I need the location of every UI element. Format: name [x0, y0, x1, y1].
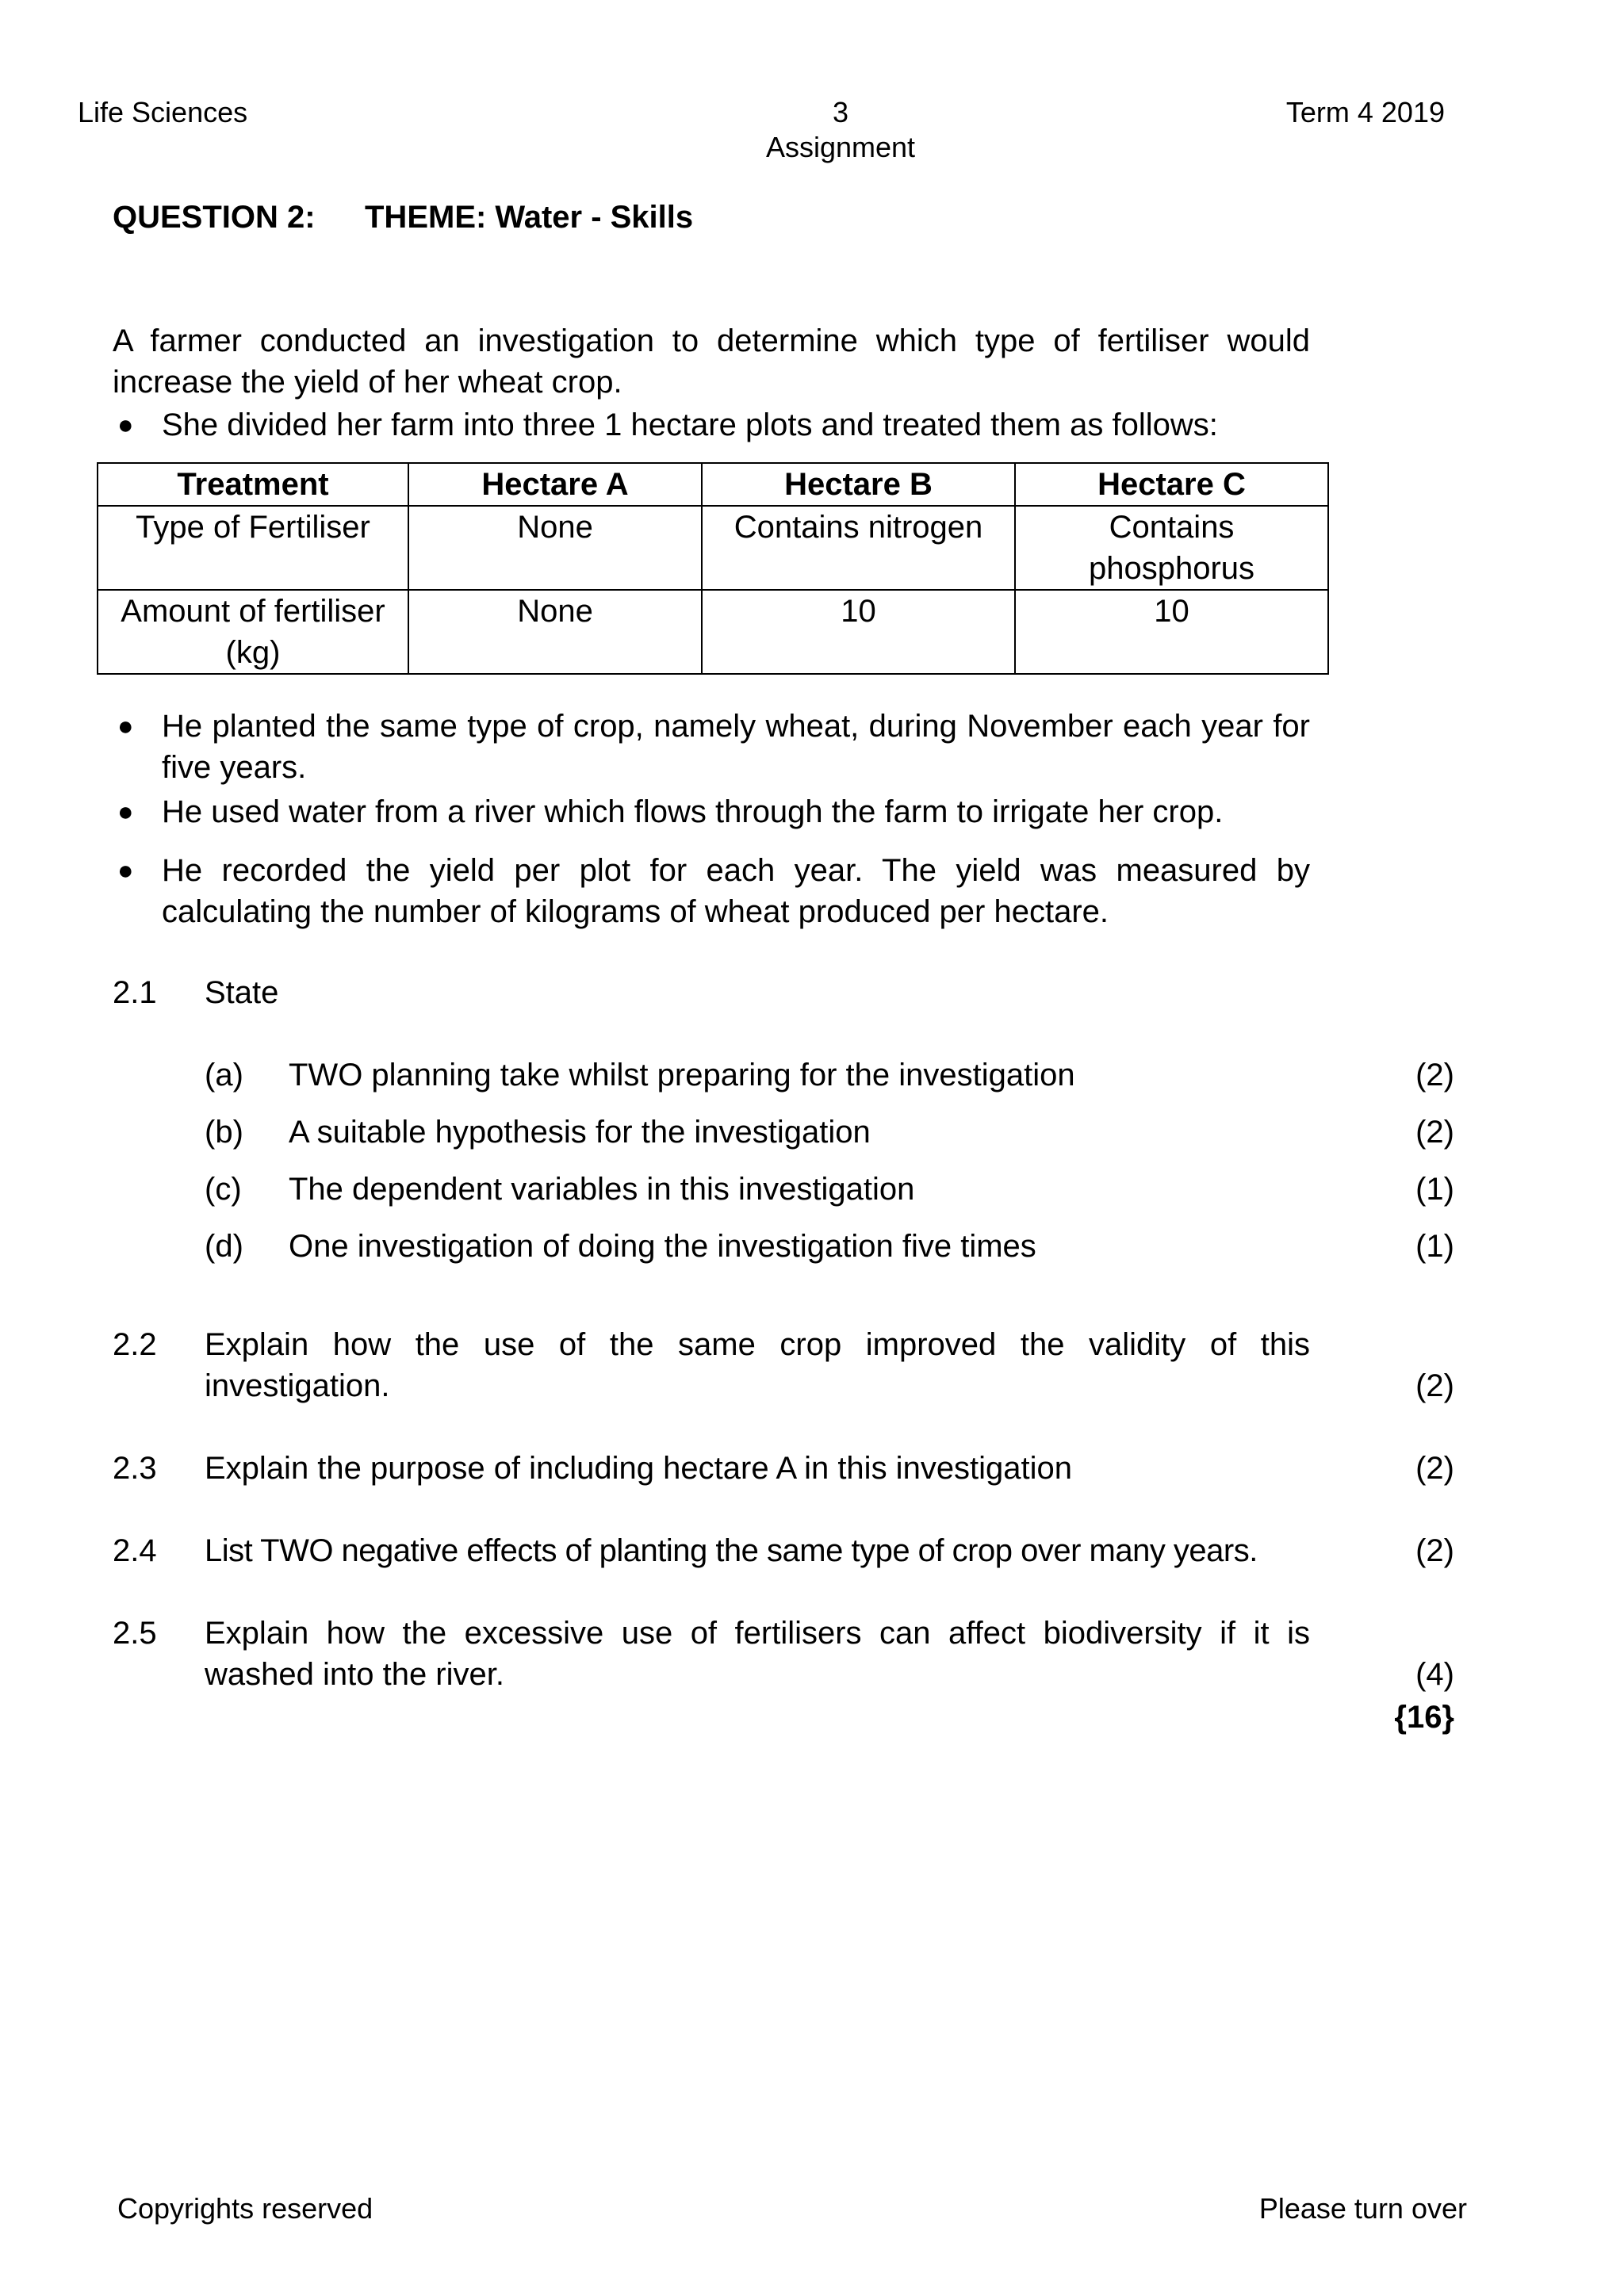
- table-cell: None: [408, 590, 702, 674]
- intro-bullet: She divided her farm into three 1 hectare plots and treated them as follows:: [162, 408, 1218, 442]
- part-label: (d): [205, 1229, 243, 1264]
- marks: (4): [1415, 1657, 1454, 1692]
- question-text: Explain how the excessive use of fertilisers can affect biodiversity if it is washed into the river.: [205, 1616, 1310, 1692]
- table-cell: Type of Fertiliser: [98, 506, 408, 590]
- question-number: 2.5: [113, 1616, 157, 1651]
- table-cell: 10: [1015, 590, 1328, 674]
- part-text: A suitable hypothesis for the investigation: [289, 1115, 871, 1150]
- header-subject: Life Sciences: [78, 96, 248, 128]
- bullet-dot: ●: [117, 410, 134, 440]
- question-text: Explain the purpose of including hectare A in this investigation: [205, 1451, 1073, 1486]
- intro-paragraph: A farmer conducted an investigation to determine which type of fertiliser would increase the yield of her wheat crop.: [113, 323, 1310, 400]
- bullet-dot: ●: [117, 711, 134, 741]
- table-cell: Contains nitrogen: [702, 506, 1015, 590]
- table-row: [98, 506, 1328, 590]
- table-cell: Amount of fertiliser (kg): [98, 590, 408, 674]
- part-text: The dependent variables in this investigation: [289, 1172, 915, 1207]
- part-label: (c): [205, 1172, 242, 1207]
- marks: (2): [1415, 1058, 1454, 1093]
- marks: (1): [1415, 1229, 1454, 1264]
- total-marks: {16}: [1394, 1700, 1454, 1735]
- question-text: State: [205, 975, 279, 1010]
- table-cell: 10: [702, 590, 1015, 674]
- header-term: Term 4 2019: [1285, 96, 1445, 128]
- part-label: (b): [205, 1115, 243, 1150]
- treatment-table: [97, 462, 1329, 675]
- marks: (2): [1415, 1451, 1454, 1486]
- table-header-row: [98, 463, 1328, 506]
- table-cell: Contains phosphorus: [1015, 506, 1328, 590]
- question-number: 2.4: [113, 1533, 157, 1568]
- table-header-cell: Hectare B: [702, 463, 1015, 506]
- document-type: Assignment: [765, 131, 916, 163]
- list-item: He used water from a river which flows through the farm to irrigate her crop.: [162, 794, 1224, 829]
- part-text: One investigation of doing the investigation five times: [289, 1229, 1036, 1264]
- question-number: 2.3: [113, 1451, 157, 1486]
- table-header-cell: Treatment: [98, 463, 408, 506]
- bullet-dot: ●: [117, 855, 134, 886]
- question-theme: THEME: Water - Skills: [365, 200, 694, 235]
- table-header-cell: Hectare A: [408, 463, 702, 506]
- part-text: TWO planning take whilst preparing for the investigation: [289, 1058, 1075, 1093]
- marks: (2): [1415, 1115, 1454, 1150]
- bullet-dot: ●: [117, 797, 134, 827]
- list-item: He planted the same type of crop, namely wheat, during November each year for five years.: [162, 709, 1310, 785]
- part-label: (a): [205, 1058, 243, 1093]
- table-row: [98, 590, 1328, 674]
- question-text: Explain how the use of the same crop improved the validity of this investigation.: [205, 1327, 1310, 1403]
- footer-turn-over: Please turn over: [1258, 2192, 1467, 2225]
- table-cell: None: [408, 506, 702, 590]
- footer-copyright: Copyrights reserved: [117, 2192, 373, 2225]
- marks: (2): [1415, 1368, 1454, 1403]
- list-item: He recorded the yield per plot for each year. The yield was measured by calculating the number of kilograms of wheat produced per hectare.: [162, 853, 1310, 929]
- question-number: 2.2: [113, 1327, 157, 1362]
- table-header-cell: Hectare C: [1015, 463, 1328, 506]
- question-number: 2.1: [113, 975, 157, 1010]
- marks: (2): [1415, 1533, 1454, 1568]
- marks: (1): [1415, 1172, 1454, 1207]
- question-number: QUESTION 2:: [113, 200, 316, 235]
- page-number: 3: [832, 96, 849, 128]
- question-text: List TWO negative effects of planting the same type of crop over many years.: [205, 1533, 1258, 1568]
